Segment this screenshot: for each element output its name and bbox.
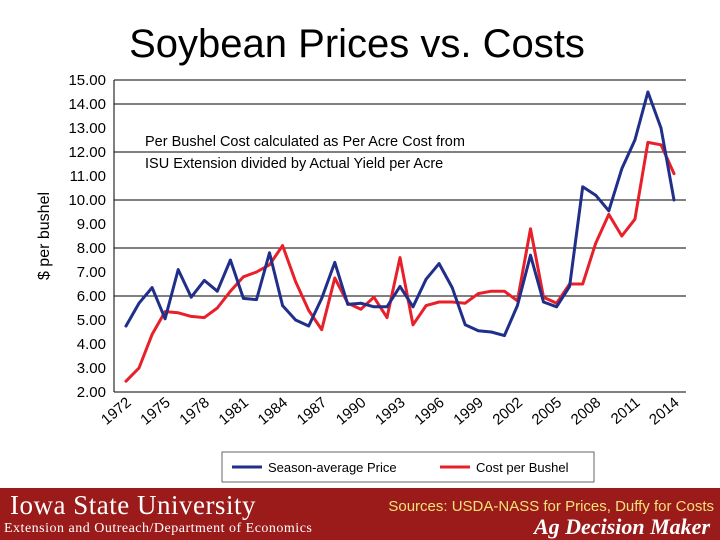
- data-point-price: [347, 303, 350, 306]
- series-line-price: [126, 92, 674, 336]
- data-point-cost: [621, 235, 624, 238]
- x-tick-label: 1984: [254, 394, 292, 429]
- y-tick-label: 11.00: [69, 168, 106, 185]
- chart-annotation: [145, 134, 465, 172]
- data-point-price: [608, 210, 611, 213]
- y-tick-label: 7.00: [76, 264, 106, 281]
- data-point-price: [438, 262, 441, 265]
- data-point-price: [229, 259, 232, 262]
- annotation-line-2: ISU Extension divided by Actual Yield per Acre: [145, 156, 444, 172]
- data-point-price: [568, 285, 571, 288]
- data-point-price: [660, 127, 663, 130]
- y-tick-label: 14.00: [68, 96, 106, 113]
- data-point-price: [268, 252, 271, 255]
- data-point-cost: [360, 308, 363, 311]
- data-point-cost: [608, 213, 611, 216]
- x-tick-label: 2008: [567, 394, 605, 429]
- x-tick-label: 1990: [332, 394, 370, 429]
- data-point-cost: [647, 141, 650, 144]
- data-point-cost: [294, 280, 297, 283]
- data-point-price: [164, 318, 167, 321]
- data-point-price: [320, 297, 323, 300]
- x-tick-label: 1981: [215, 394, 252, 429]
- data-point-cost: [242, 276, 245, 279]
- x-tick-labels: [98, 394, 682, 428]
- legend-label-price: Season-average Price: [268, 460, 397, 475]
- data-point-price: [216, 290, 219, 293]
- y-tick-label: 4.00: [76, 336, 106, 353]
- y-tick-label: 5.00: [76, 312, 106, 329]
- x-tick-label: 2005: [528, 394, 566, 429]
- data-point-price: [386, 306, 389, 309]
- data-point-cost: [203, 316, 206, 319]
- y-tick-label: 2.00: [76, 384, 106, 401]
- data-point-price: [203, 279, 206, 282]
- data-point-price: [594, 194, 597, 197]
- data-point-price: [451, 286, 454, 289]
- data-point-cost: [451, 301, 454, 304]
- data-point-cost: [477, 292, 480, 295]
- x-tick-label: 1996: [411, 394, 448, 429]
- data-point-price: [177, 268, 180, 271]
- data-point-price: [425, 278, 428, 281]
- data-point-cost: [151, 333, 154, 336]
- data-point-price: [581, 186, 584, 189]
- data-point-cost: [138, 367, 141, 370]
- data-point-cost: [490, 290, 493, 293]
- x-tick-label: 1993: [372, 394, 409, 429]
- x-tick-label: 1975: [137, 394, 174, 429]
- data-point-cost: [386, 316, 389, 319]
- x-tick-label: 1999: [450, 394, 487, 429]
- data-point-price: [360, 302, 363, 305]
- data-point-price: [242, 297, 245, 300]
- x-tick-label: 2011: [607, 394, 644, 428]
- data-point-price: [138, 302, 141, 305]
- data-point-cost: [673, 172, 676, 175]
- y-tick-label: 15.00: [68, 72, 106, 89]
- y-tick-label: 9.00: [76, 216, 106, 233]
- data-point-price: [412, 306, 415, 309]
- data-point-cost: [412, 324, 415, 327]
- data-point-price: [555, 306, 558, 309]
- data-point-cost: [438, 301, 441, 304]
- sources-note: Sources: USDA-NASS for Prices, Duffy for Costs: [388, 498, 714, 515]
- y-tick-label: 3.00: [76, 360, 106, 377]
- y-tick-label: 13.00: [68, 120, 106, 137]
- data-point-cost: [125, 380, 128, 383]
- data-point-price: [125, 325, 128, 328]
- data-point-cost: [229, 290, 232, 293]
- y-tick-label: 6.00: [76, 288, 106, 305]
- data-point-cost: [464, 302, 467, 305]
- data-point-price: [634, 139, 637, 142]
- data-point-cost: [634, 218, 637, 221]
- x-tick-label: 2002: [489, 394, 526, 429]
- data-point-price: [399, 285, 402, 288]
- y-tick-labels: [68, 72, 106, 401]
- data-point-cost: [503, 290, 506, 293]
- data-point-price: [529, 254, 532, 257]
- data-point-price: [464, 324, 467, 327]
- data-point-cost: [320, 328, 323, 331]
- data-point-price: [503, 334, 506, 337]
- data-point-cost: [190, 315, 193, 318]
- data-point-cost: [529, 228, 532, 231]
- data-point-cost: [268, 264, 271, 267]
- data-point-price: [334, 261, 337, 264]
- data-point-cost: [660, 144, 663, 147]
- page-title: Soybean Prices vs. Costs: [129, 22, 585, 66]
- y-tick-label: 8.00: [76, 240, 106, 257]
- data-point-price: [255, 298, 258, 301]
- series-line-cost: [126, 142, 674, 381]
- data-point-cost: [581, 283, 584, 286]
- data-point-price: [490, 331, 493, 334]
- data-point-price: [647, 91, 650, 94]
- data-point-price: [307, 325, 310, 328]
- data-point-cost: [334, 277, 337, 280]
- data-point-cost: [216, 307, 219, 310]
- y-tick-label: 12.00: [68, 144, 106, 161]
- data-point-price: [151, 286, 154, 289]
- data-point-price: [281, 304, 284, 307]
- data-point-price: [542, 301, 545, 304]
- data-point-price: [294, 319, 297, 322]
- data-point-cost: [373, 296, 376, 299]
- y-tick-label: 10.00: [68, 192, 106, 209]
- data-point-price: [477, 330, 480, 333]
- data-point-cost: [594, 242, 597, 245]
- data-point-cost: [399, 256, 402, 259]
- ag-decision-maker-logo: Ag Decision Maker: [534, 514, 710, 539]
- footer-banner: [0, 488, 720, 540]
- legend: [222, 452, 594, 482]
- data-point-price: [673, 199, 676, 202]
- university-wordmark: Iowa State University: [10, 490, 256, 520]
- data-point-price: [190, 296, 193, 299]
- data-point-price: [516, 304, 519, 307]
- data-point-cost: [307, 309, 310, 312]
- data-point-cost: [177, 312, 180, 315]
- y-axis-label: $ per bushel: [36, 191, 53, 281]
- x-tick-label: 1972: [98, 394, 135, 429]
- data-point-cost: [281, 244, 284, 247]
- data-point-price: [373, 306, 376, 309]
- legend-label-cost: Cost per Bushel: [476, 460, 569, 475]
- data-point-cost: [255, 271, 258, 274]
- x-tick-label: 2014: [646, 394, 683, 429]
- department-line: Extension and Outreach/Department of Economics: [4, 521, 313, 536]
- data-point-price: [621, 168, 624, 171]
- annotation-line-1: Per Bushel Cost calculated as Per Acre Cost from: [145, 134, 465, 150]
- x-tick-label: 1978: [176, 394, 213, 429]
- data-point-cost: [425, 304, 428, 307]
- x-tick-label: 1987: [293, 394, 331, 429]
